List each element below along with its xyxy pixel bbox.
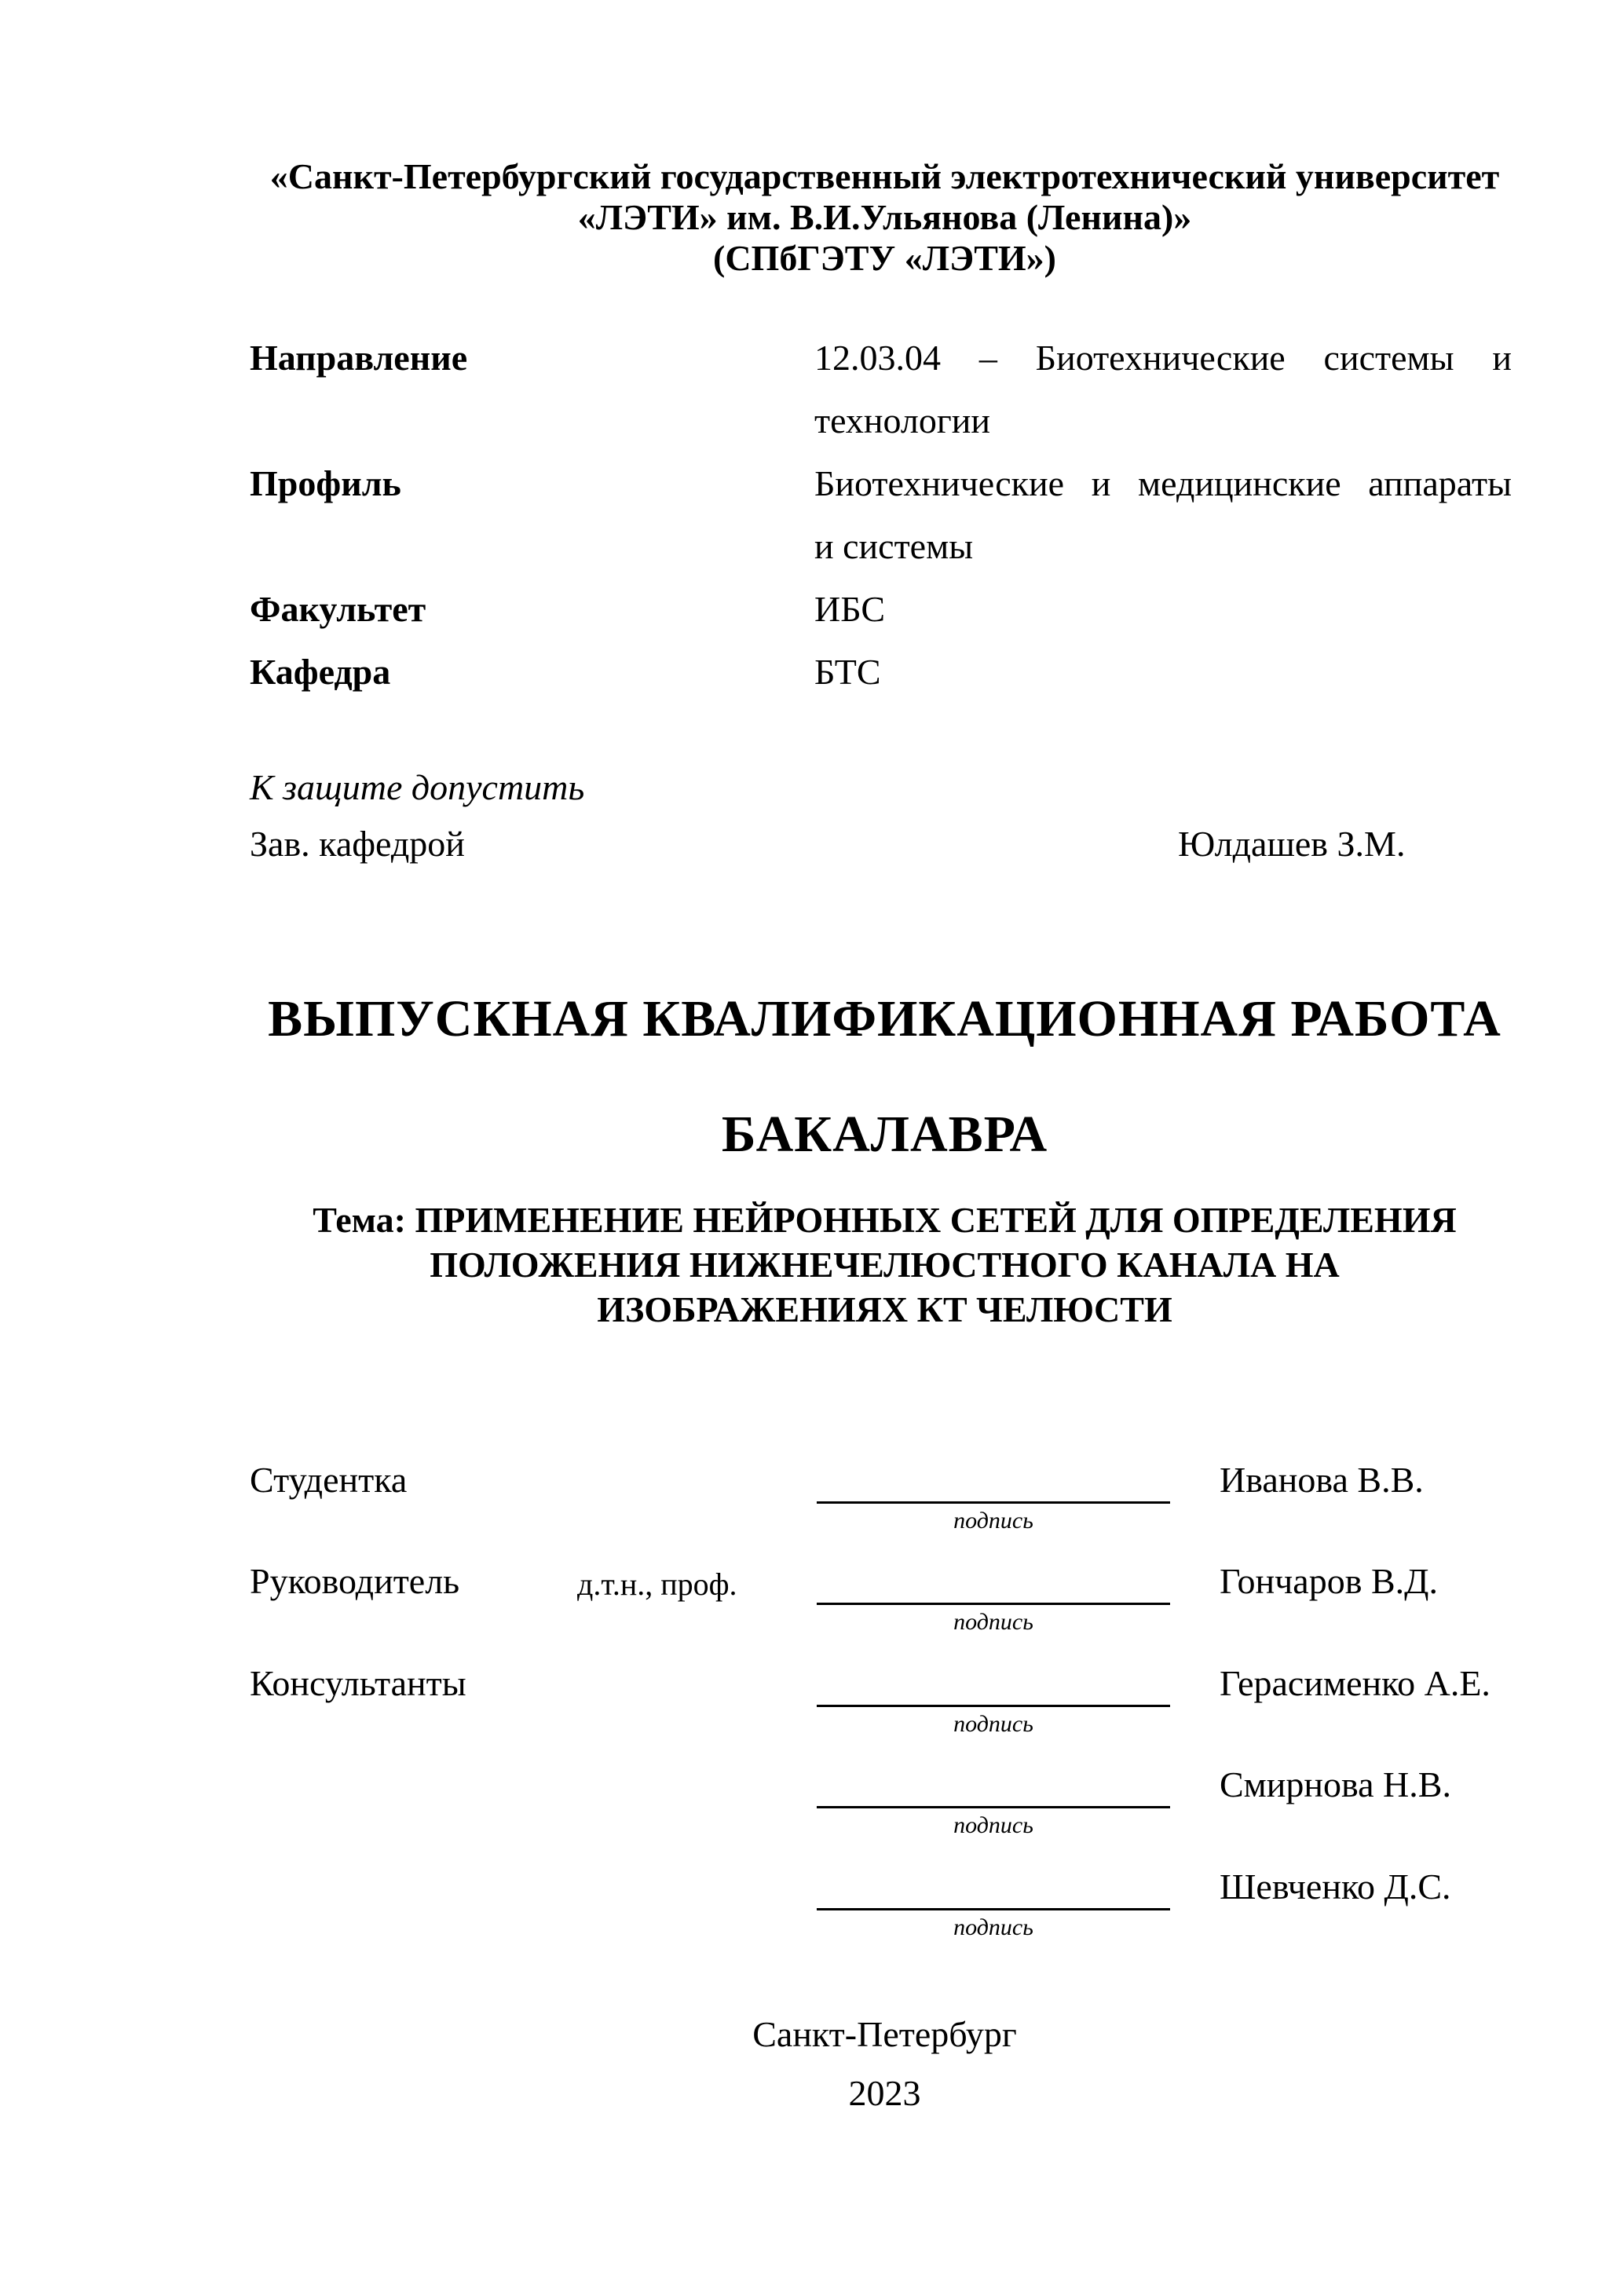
signature-role: Студентка: [250, 1460, 408, 1500]
signature-line: [817, 1866, 1170, 1910]
approval-note: К защите допустить: [250, 767, 585, 807]
info-value-profile: [814, 452, 1512, 578]
topic-line-1: Тема: ПРИМЕНЕНИЕ НЕЙРОННЫХ СЕТЕЙ ДЛЯ ОПРЕДЕЛЕНИЯ: [313, 1200, 1457, 1240]
signature-caption: подпись: [953, 1711, 1033, 1737]
info-label-profile: Профиль: [250, 463, 401, 503]
footer-city: Санкт-Петербург: [752, 2014, 1017, 2054]
signature-row-consultant-1: [0, 1663, 1624, 1757]
thesis-topic: [250, 1197, 1520, 1332]
info-value-direction: [814, 327, 1512, 452]
info-label-faculty: Факультет: [250, 589, 426, 629]
value-line: Биотехнические и медицинские аппараты: [814, 463, 1512, 503]
signature-row-consultant-3: [0, 1866, 1624, 1961]
value-line: ИБС: [814, 589, 886, 629]
signature-line: [817, 1460, 1170, 1504]
signature-name: Шевченко Д.С.: [1220, 1866, 1451, 1907]
signature-name: Смирнова Н.В.: [1220, 1764, 1451, 1804]
value-line: БТС: [814, 652, 881, 692]
header-line-3: (СПбГЭТУ «ЛЭТИ»): [713, 238, 1056, 278]
university-header: [250, 156, 1520, 279]
footer-year: 2023: [848, 2073, 921, 2113]
signature-line: [817, 1764, 1170, 1808]
info-label-direction: Направление: [250, 338, 468, 378]
approval-name: Юлдашев З.М.: [1178, 824, 1406, 864]
signature-name: Гончаров В.Д.: [1220, 1561, 1438, 1601]
topic-line-3: ИЗОБРАЖЕНИЯХ КТ ЧЕЛЮСТИ: [597, 1289, 1172, 1329]
signature-caption: подпись: [953, 1508, 1033, 1534]
title-line-1: ВЫПУСКНАЯ КВАЛИФИКАЦИОННАЯ РАБОТА: [268, 990, 1501, 1047]
value-line: технологии: [814, 400, 990, 441]
signature-row-supervisor: [0, 1561, 1624, 1655]
signature-role: Консультанты: [250, 1663, 466, 1703]
title-line-2: БАКАЛАВРА: [721, 1106, 1048, 1163]
signature-caption: подпись: [953, 1609, 1033, 1635]
value-line: 12.03.04 – Биотехнические системы и: [814, 338, 1512, 378]
signature-degree: д.т.н., проф.: [577, 1567, 737, 1602]
signature-name: Герасименко А.Е.: [1220, 1663, 1490, 1703]
signature-line: [817, 1663, 1170, 1707]
thesis-title: [250, 961, 1520, 1192]
approval-role: Зав. кафедрой: [250, 824, 465, 864]
signature-row-student: [0, 1460, 1624, 1554]
signature-role: Руководитель: [250, 1561, 460, 1601]
signature-caption: подпись: [953, 1914, 1033, 1940]
value-line: и системы: [814, 526, 974, 566]
topic-line-2: ПОЛОЖЕНИЯ НИЖНЕЧЕЛЮСТНОГО КАНАЛА НА: [430, 1245, 1340, 1285]
header-line-1: «Санкт-Петербургский государственный электротехнический университет: [269, 156, 1500, 196]
signature-row-consultant-2: [0, 1764, 1624, 1859]
info-label-department: Кафедра: [250, 652, 391, 692]
header-line-2: «ЛЭТИ» им. В.И.Ульянова (Ленина)»: [577, 197, 1192, 237]
signature-name: Иванова В.В.: [1220, 1460, 1424, 1500]
signature-line: [817, 1561, 1170, 1605]
info-value-faculty: [814, 578, 1512, 641]
signature-caption: подпись: [953, 1812, 1033, 1838]
info-value-department: [814, 641, 1512, 704]
